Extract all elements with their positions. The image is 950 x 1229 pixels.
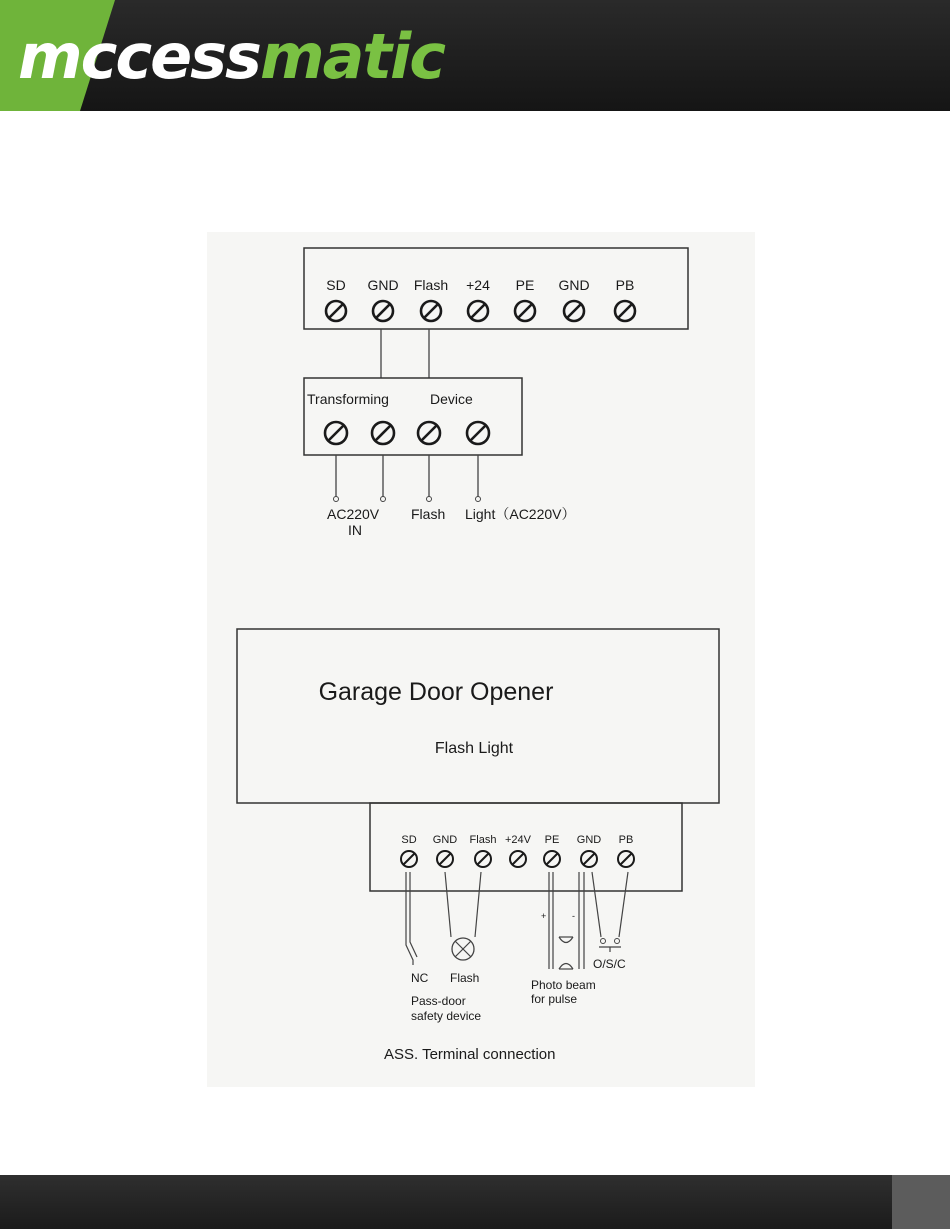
- terminal-screw-icon: [544, 851, 560, 867]
- terminal-label: GND: [558, 277, 590, 293]
- ac-in-label-1: AC220V: [327, 506, 380, 522]
- header-bar: [0, 0, 950, 111]
- terminal-screw-icon: [615, 301, 635, 321]
- terminal-label: +24V: [505, 834, 531, 846]
- flash-output-label: Flash: [411, 506, 446, 522]
- flash-lamp-label: Flash: [450, 971, 480, 985]
- photo-beam-icon: [559, 937, 573, 969]
- terminal-screw-icon: [401, 851, 417, 867]
- terminal-screw-icon: [421, 301, 441, 321]
- osc-label: O/S/C: [593, 957, 626, 971]
- terminal-label: GND: [432, 834, 458, 846]
- transforming-device: [304, 378, 522, 455]
- terminal-screw-icon: [475, 851, 491, 867]
- wiring-diagrams: [207, 232, 755, 1087]
- garage-door-opener-box: [237, 629, 719, 803]
- logo-part2: matic: [259, 20, 445, 93]
- ac-in-label-2: IN: [348, 522, 362, 538]
- photo-beam-label-1: Photo beam: [531, 978, 596, 992]
- pass-door-label-1: Pass-door: [411, 994, 466, 1008]
- terminal-label: PB: [615, 277, 635, 293]
- minus-sign: -: [572, 911, 575, 921]
- opener-title: Garage Door Opener: [318, 678, 554, 706]
- device-label-1: Transforming: [307, 391, 389, 407]
- plus-sign: +: [541, 911, 547, 921]
- device-label-2: Device: [430, 391, 473, 407]
- osc-switch-icon: [599, 939, 621, 953]
- light-output-label: Light（AC220V）: [465, 506, 576, 522]
- terminal-label: Flash: [413, 277, 449, 293]
- terminal-screw-icon: [510, 851, 526, 867]
- pass-door-label-2: safety device: [411, 1009, 482, 1023]
- terminal-screw-icon: [515, 301, 535, 321]
- terminal-screw-icon: [618, 851, 634, 867]
- terminal-strip-2: [370, 803, 682, 891]
- terminal-label: PB: [618, 834, 634, 846]
- terminal-label: SD: [401, 834, 417, 846]
- photo-beam-label-2: for pulse: [531, 992, 578, 1006]
- terminal-screw-icon: [468, 301, 488, 321]
- output-leads: [334, 455, 481, 502]
- terminal-screw-icon: [437, 851, 453, 867]
- nc-label: NC: [411, 971, 429, 985]
- terminal-label: +24: [466, 277, 490, 293]
- terminal-screw-icon: [418, 422, 440, 444]
- opener-subtitle: Flash Light: [434, 740, 514, 757]
- terminal-label: GND: [367, 277, 399, 293]
- terminal-screw-icon: [581, 851, 597, 867]
- terminal-strip-1: [304, 248, 688, 329]
- footer-bar: [0, 1175, 950, 1229]
- logo-part1: mccess: [18, 20, 260, 93]
- terminal-label: Flash: [469, 834, 497, 846]
- terminal-label: SD: [326, 277, 346, 293]
- diagram-panel: [207, 232, 755, 1087]
- terminal-screw-icon: [325, 422, 347, 444]
- flash-lamp-icon: [452, 938, 474, 960]
- terminal-label: PE: [544, 834, 560, 846]
- terminal-label: PE: [515, 277, 535, 293]
- terminal-caption: ASS. Terminal connection: [384, 1046, 556, 1063]
- terminal-screw-icon: [564, 301, 584, 321]
- terminal-label: GND: [576, 834, 602, 846]
- brand-logo: [18, 22, 444, 92]
- terminal-screw-icon: [467, 422, 489, 444]
- terminal-screw-icon: [372, 422, 394, 444]
- terminal-screw-icon: [326, 301, 346, 321]
- footer-page-tab: [892, 1175, 950, 1229]
- terminal-screw-icon: [373, 301, 393, 321]
